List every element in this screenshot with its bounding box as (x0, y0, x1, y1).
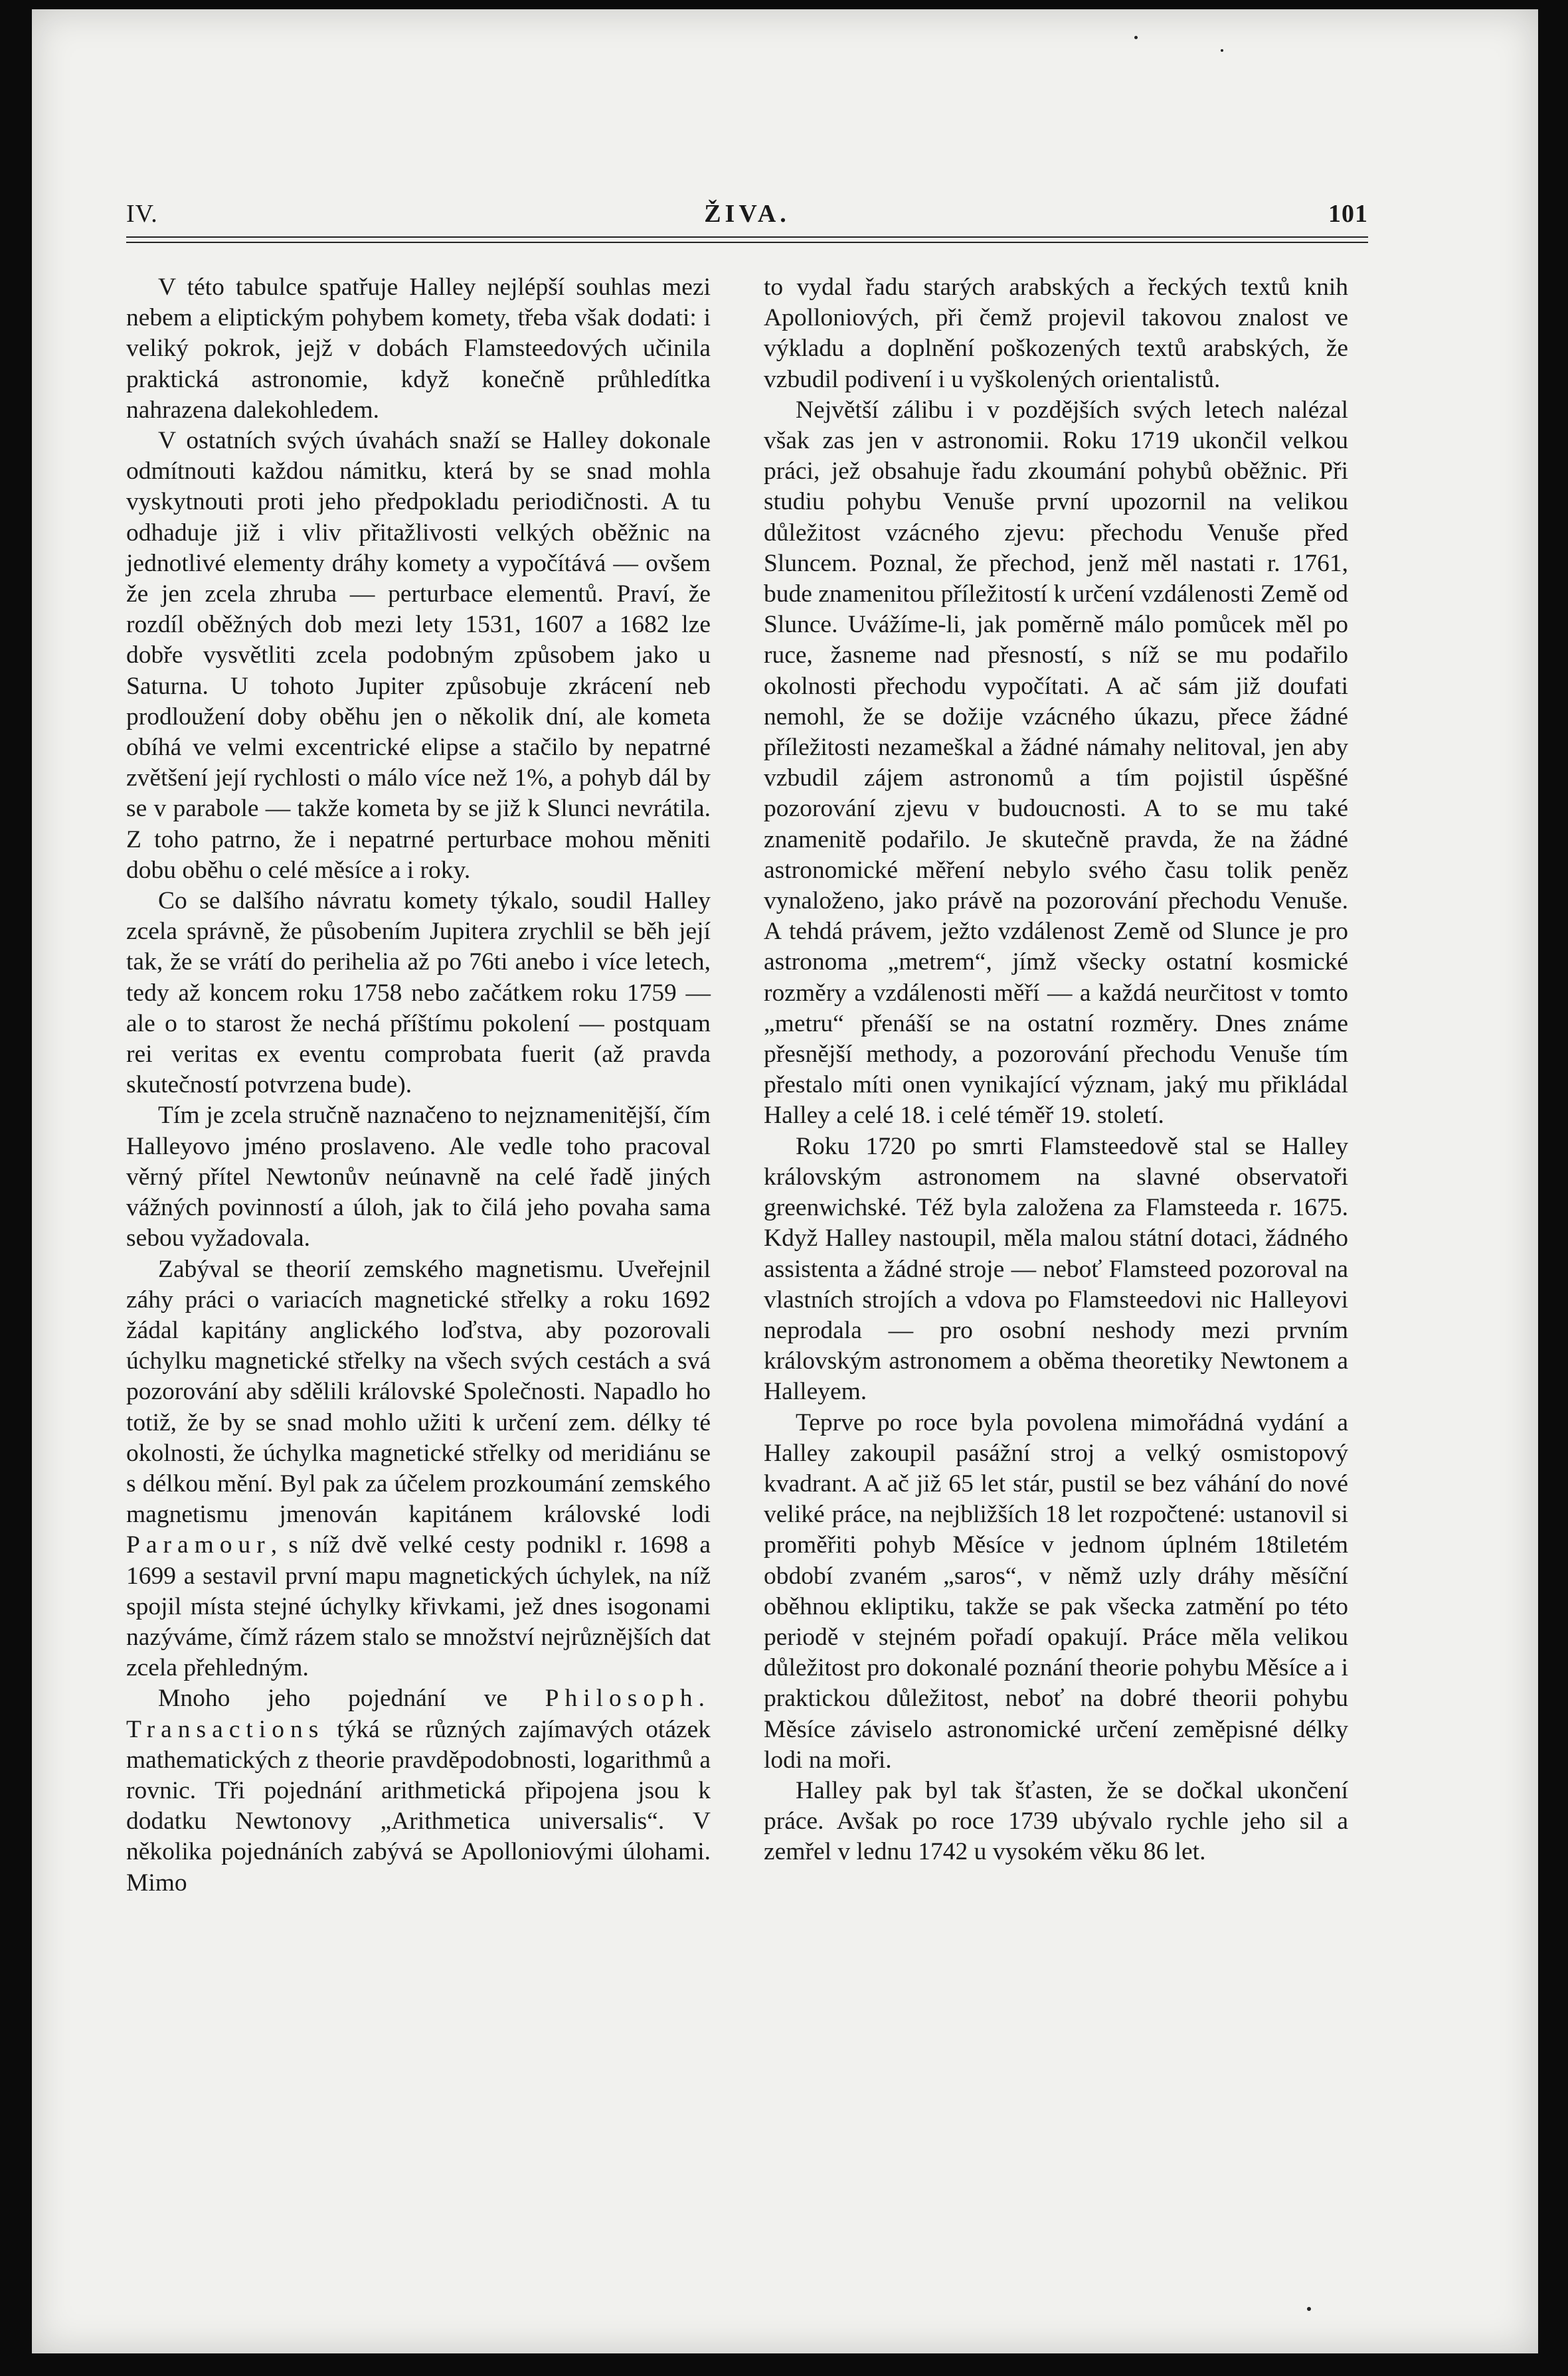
page-number: 101 (1328, 200, 1368, 228)
paragraph: to vydal řadu starých arabských a řeckých textů knih Apolloniových, při čemž projevil takovou znalost ve výkladu a doplnění poškozených textů arabských, že vzbudil podivení i u vyškolených orientalistů. (764, 274, 1348, 393)
paragraph: Největší zálibu i v pozdějších svých letech nalézal však zas jen v astronomii. Roku 1719 ukončil velkou práci, jež obsahuje řadu zkoumání pohybů oběžnic. Při studiu pohybu Venuše první upozornil na velikou důležitost vzácného zjevu: přechodu Venuše před Sluncem. Poznal, že přechod, jenž měl nastati r. 1761, bude znamenitou příležitostí k určení vzdálenosti Země od Slunce. Uvážíme-li, jak poměrně málo pomůcek měl po ruce, žasneme nad přesností, s níž se mu podařilo okolnosti přechodu vypočítati. A ač sám již doufati nemohl, že se dožije vzácného úkazu, přece žádné příležitosti nezameškal a žádné námahy nelitoval, jen aby vzbudil zájem astronomů a tím pojistil úspěšné pozorování zjevu v budoucnosti. A to se mu také znamenitě podařilo. Je skutečně pravda, že na žádné astronomické měření nebylo svého času tolik peněz vynaloženo, jako právě na pozorování přechodu Venuše. A tehdá právem, ježto vzdálenost Země od Slunce je pro astronoma „metrem“, jímž všecky ostatní kosmické rozměry a vzdálenosti měří — a každá neurčitost v tomto „metru“ přenáší se na ostatní rozměry. Dnes známe přesnější methody, a pozorování přechodu Venuše tím přestalo míti onen vynikající význam, jaký mu přikládal Halley a celé 18. i celé téměř 19. století. (764, 396, 1348, 1130)
paragraph: Roku 1720 po smrti Flamsteedově stal se Halley královským astronomem na slavné observatoři greenwichské. Též byla založena za Flamsteeda r. 1675. Když Halley nastoupil, měla malou státní dotaci, žádného assistenta a žádné stroje — neboť Flamsteed pozoroval na vlastních strojích a vdova po Flamsteedovi nic Halleyovi neprodala — pro osobní neshody mezi prvním královským astronomem a oběma theoretiky Newtonem a Halleyem. (764, 1132, 1348, 1406)
ship-name: Paramour (126, 1531, 271, 1559)
text-run: týká se různých zajímavých otázek mathematických z theorie pravděpodobnosti, logarithmů a rovnic. Tři pojednání arithmetická připojena jsou k dodatku Newtonovy „Arithmetica universalis“. V několika pojednáních zabývá se Apolloniovými úlohami. Mimo (126, 1715, 711, 1897)
text-run: Mnoho jeho pojednání ve (158, 1685, 507, 1713)
paragraph: Teprve po roce byla povolena mimořádná vydání a Halley zakoupil pasážní stroj a velký osmistopový kvadrant. A ač již 65 let stár, pustil se bez váhání do nové veliké práce, na nejbližších 18 let rozpočtené: ustanovil si proměřiti pohyb Měsíce v jednom úplném 18tiletém období zvaném „saros“, v němž uzly dráhy měsíční oběhnou ekliptiku, takže se pak všecka zatmění po této periodě v stejném pořadí opakují. Práce měla velikou důležitost pro dokonalé poznání theorie pohybu Měsíce a i praktickou důležitost, neboť na dobré theorii pohybu Měsíce záviselo astronomické určení zeměpisné délky lodi na moři. (764, 1408, 1348, 1774)
text-run: , s níž dvě velké cesty podnikl r. 1698 a 1699 a sestavil první mapu magnetických úchylek, na níž spojil místa stejné úchylky křivkami, jež dnes isogonami nazýváme, čímž rázem stalo se množství nejrůznějších dat zcela přehledným. (126, 1531, 711, 1682)
text-run: Zabýval se theorií zemského magnetismu. Uveřejnil záhy práci o variacích magnetické střelky a roku 1692 žádal kapitány anglického loďstva, aby pozorovali úchylku magnetické střelky na všech svých cestách a svá pozorování aby sdělili královské Společnosti. Napadlo ho totiž, že by se snad mohlo užiti k určení zem. délky té okolnosti, že úchylka magnetické střelky od meridiánu se s délkou mění. Byl pak za účelem prozkoumání zemského magnetismu jmenován kapitánem královské lodi (126, 1255, 711, 1529)
scan-speck (1307, 2307, 1311, 2311)
paragraph: Tím je zcela stručně naznačeno to nejznamenitější, čím Halleyovo jméno proslaveno. Ale vedle toho pracoval věrný přítel Newtonův neúnavně na celé řadě jiných vážných povinností a úloh, jak to čilá jeho povaha sama sebou vyžadovala. (126, 1102, 711, 1252)
journal-title: ŽIVA. (704, 200, 790, 228)
volume-number: IV. (126, 200, 158, 228)
paragraph: Halley pak byl tak šťasten, že se dočkal ukončení práce. Avšak po roce 1739 ubývalo rychle jeho sil a zemřel v lednu 1742 u vysokém věku 86 let. (764, 1776, 1348, 1866)
paragraph (126, 1683, 711, 1898)
left-column (126, 272, 711, 1899)
paragraph: V ostatních svých úvahách snaží se Halley dokonale odmítnouti každou námitku, která by se snad mohla vyskytnouti proti jeho předpokladu periodičnosti. A tu odhaduje již i vliv přitažlivosti velkých oběžnic na jednotlivé elementy dráhy komety a vypočítává — ovšem že jen zcela zhruba — perturbace elementů. Praví, že rozdíl oběžných dob mezi lety 1531, 1607 a 1682 lze dobře vysvětliti zcela podobným způsobem jako u Saturna. U tohoto Jupiter způsobuje zkrácení neb prodloužení doby oběhu jen o několik dní, ale kometa obíhá ve velmi excentrické elipse a stačilo by nepatrné zvětšení její rychlosti o málo více než 1%, a pohyb dál by se v parabole — takže kometa by se již k Slunci nevrátila. Z toho patrno, že i nepatrné perturbace mohou měniti dobu oběhu o celé měsíce a i roky. (126, 427, 711, 884)
header-rule (126, 236, 1368, 243)
paragraph (126, 1254, 711, 1684)
paragraph: Co se dalšího návratu komety týkalo, soudil Halley zcela správně, že působením Jupitera zrychlil se běh její tak, že se vrátí do perihelia až po 76ti anebo i více letech, tedy až koncem roku 1758 nebo začátkem roku 1759 — ale o to starost že nechá příštímu pokolení — postquam rei veritas ex eventu comprobata fuerit (až pravda skutečností potvrzena bude). (126, 887, 711, 1099)
right-column (764, 272, 1348, 1868)
paragraph: V této tabulce spatřuje Halley nejlépší souhlas mezi nebem a eliptickým pohybem komety, třeba však dodati: i veliký pokrok, jejž v dobách Flamsteedových učinila praktická astronomie, když konečně průhledítka nahrazena dalekohledem. (126, 274, 711, 424)
journal-name: Philosoph. Transactions (126, 1685, 711, 1743)
scan-speck (1134, 36, 1138, 39)
scan-speck (1221, 49, 1223, 52)
